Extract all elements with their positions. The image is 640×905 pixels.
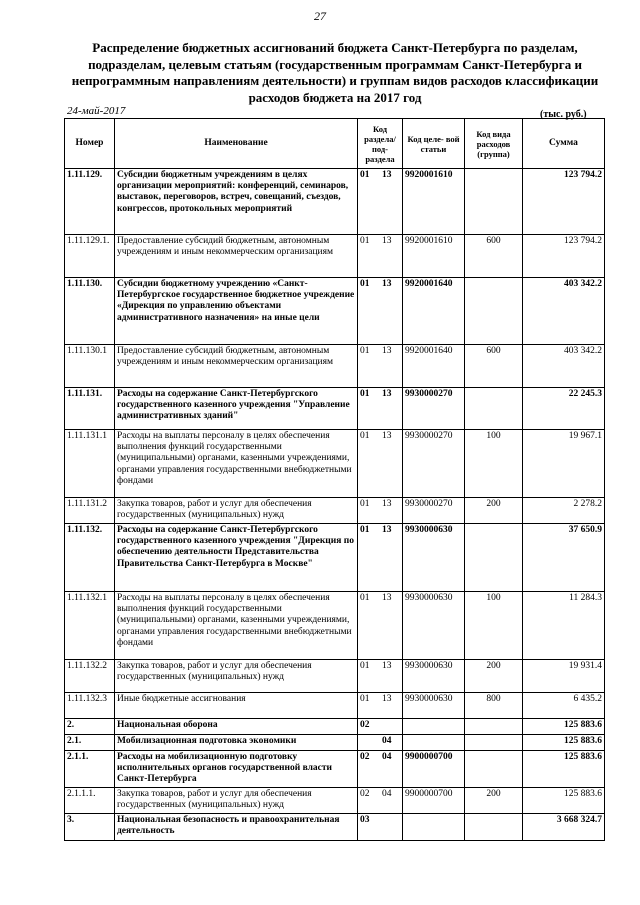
row-section-code [358,498,403,524]
row-number: 1.11.130.1 [65,345,115,388]
row-target-code: 9920001610 [403,235,465,278]
row-group-code [465,169,523,235]
row-section-code [358,788,403,814]
header-name: Наименование [115,119,358,169]
row-section-code [358,693,403,719]
row-group-code: 100 [465,430,523,498]
row-name: Закупка товаров, работ и услуг для обеспечения государственных (муниципальных) нужд [115,498,358,524]
row-sum: 22 245.3 [523,388,605,430]
row-group-code: 800 [465,693,523,719]
row-target-code [403,719,465,735]
row-name: Иные бюджетные ассигнования [115,693,358,719]
row-number: 1.11.129. [65,169,115,235]
table-row [65,278,605,345]
row-sum: 3 668 324.7 [523,814,605,841]
row-sum: 123 794.2 [523,235,605,278]
subsection-code: 13 [382,694,392,704]
row-group-code: 100 [465,592,523,660]
subsection-code: 13 [382,431,392,441]
row-target-code: 9930000270 [403,430,465,498]
table-row [65,660,605,693]
row-group-code [465,388,523,430]
subsection-code: 13 [382,170,392,180]
table-row [65,235,605,278]
row-group-code: 200 [465,660,523,693]
document-title [55,40,615,106]
row-group-code [465,814,523,841]
section-code: 01 [360,593,370,603]
row-section-code [358,660,403,693]
subsection-code: 13 [382,346,392,356]
header-number: Номер [65,119,115,169]
table-row [65,719,605,735]
row-number: 1.11.132. [65,524,115,592]
header-target: Код целе- вой статьи [403,119,465,169]
row-number: 1.11.131.2 [65,498,115,524]
row-target-code: 9930000630 [403,660,465,693]
page-number: 27 [314,9,326,23]
row-name: Национальная безопасность и правоохранительная деятельность [115,814,358,841]
table-row [65,693,605,719]
row-group-code [465,719,523,735]
row-sum: 125 883.6 [523,719,605,735]
row-sum: 123 794.2 [523,169,605,235]
row-number: 3. [65,814,115,841]
row-number: 2. [65,719,115,735]
row-target-code: 9930000630 [403,592,465,660]
table-row [65,788,605,814]
row-group-code: 200 [465,498,523,524]
row-target-code: 9930000630 [403,524,465,592]
section-code: 01 [360,279,370,289]
row-group-code [465,524,523,592]
section-code: 01 [360,499,370,509]
row-name: Предоставление субсидий бюджетным, автономным учреждениям и иным некоммерческим организациям [115,345,358,388]
document-date: 24-май-2017 [67,105,126,117]
row-name: Субсидии бюджетному учреждению «Санкт-Петербургское государственное бюджетное учреждение «Дирекция по управлению объектами административного назначения» на иные цели [115,278,358,345]
row-section-code [358,751,403,788]
section-code: 01 [360,346,370,356]
section-code: 02 [360,720,370,730]
subsection-code: 04 [382,789,392,799]
row-target-code: 9930000270 [403,498,465,524]
title-line: расходов бюджета на 2017 год [248,89,422,105]
row-number: 1.11.132.1 [65,592,115,660]
row-name: Национальная оборона [115,719,358,735]
table-row [65,814,605,841]
row-name: Мобилизационная подготовка экономики [115,735,358,751]
section-code: 01 [360,236,370,246]
row-name: Закупка товаров, работ и услуг для обеспечения государственных (муниципальных) нужд [115,788,358,814]
row-sum: 403 342.2 [523,345,605,388]
subsection-code: 13 [382,593,392,603]
table-row [65,388,605,430]
row-number: 1.11.131. [65,388,115,430]
header-sum: Сумма [523,119,605,169]
row-sum: 6 435.2 [523,693,605,719]
row-group-code: 200 [465,788,523,814]
title-line: Распределение бюджетных ассигнований бюджета Санкт-Петербурга по разделам, [92,40,578,55]
row-number: 1.11.130. [65,278,115,345]
section-code: 01 [360,661,370,671]
section-code: 02 [360,789,370,799]
row-number: 1.11.132.2 [65,660,115,693]
row-group-code [465,735,523,751]
row-name: Предоставление субсидий бюджетным, автономным учреждениям и иным некоммерческим организациям [115,235,358,278]
row-number: 2.1.1. [65,751,115,788]
subsection-code: 13 [382,389,392,399]
row-sum: 125 883.6 [523,751,605,788]
table-row [65,169,605,235]
row-sum: 19 931.4 [523,660,605,693]
row-name: Расходы на выплаты персоналу в целях обеспечения выполнения функций государственными (муниципальными) органами, казенными учреждениями, органами управления государственными внебюджетными фондами [115,592,358,660]
table-row [65,430,605,498]
row-target-code: 9900000700 [403,751,465,788]
row-sum: 403 342.2 [523,278,605,345]
subsection-code: 13 [382,279,392,289]
row-name: Субсидии бюджетным учреждениям в целях организации мероприятий: конференций, семинаров, выставок, переговоров, встреч, совещаний, съездов, конгрессов, протокольных мероприятий [115,169,358,235]
subsection-code: 13 [382,525,392,535]
row-target-code: 9900000700 [403,788,465,814]
row-group-code: 600 [465,235,523,278]
table-header-row [65,119,605,169]
budget-table [64,118,605,841]
section-code: 01 [360,389,370,399]
subsection-code: 13 [382,661,392,671]
section-code: 01 [360,525,370,535]
section-code: 02 [360,752,370,762]
row-section-code [358,345,403,388]
subsection-code: 13 [382,499,392,509]
row-target-code: 9920001610 [403,169,465,235]
table-row [65,498,605,524]
table-row [65,735,605,751]
row-number: 2.1. [65,735,115,751]
row-section-code [358,524,403,592]
row-group-code [465,278,523,345]
section-code: 03 [360,815,370,825]
row-sum: 125 883.6 [523,735,605,751]
row-number: 1.11.132.3 [65,693,115,719]
header-section: Код раздела/ под- раздела [358,119,403,169]
row-number: 1.11.129.1. [65,235,115,278]
row-name: Расходы на содержание Санкт-Петербургского государственного казенного учреждения "Дирекция по обеспечению деятельности Представительства Правительства Санкт-Петербурга в Москве" [115,524,358,592]
row-section-code [358,278,403,345]
header-group: Код вида расходов (группа) [465,119,523,169]
row-section-code [358,735,403,751]
table-row [65,345,605,388]
row-section-code [358,388,403,430]
row-target-code [403,735,465,751]
row-name: Расходы на мобилизационную подготовку исполнительных органов государственной власти Санкт-Петербурга [115,751,358,788]
row-section-code [358,235,403,278]
row-target-code: 9920001640 [403,345,465,388]
row-sum: 2 278.2 [523,498,605,524]
row-name: Расходы на содержание Санкт-Петербургского государственного казенного учреждения "Управление административных зданий" [115,388,358,430]
row-section-code [358,814,403,841]
row-number: 1.11.131.1 [65,430,115,498]
row-section-code [358,719,403,735]
row-name: Расходы на выплаты персоналу в целях обеспечения выполнения функций государственными (муниципальными) органами, казенными учреждениями, органами управления государственными внебюджетными фондами [115,430,358,498]
row-name: Закупка товаров, работ и услуг для обеспечения государственных (муниципальных) нужд [115,660,358,693]
subsection-code: 13 [382,236,392,246]
subsection-code: 04 [382,736,392,746]
row-target-code: 9920001640 [403,278,465,345]
table-row [65,751,605,788]
row-section-code [358,592,403,660]
row-sum: 125 883.6 [523,788,605,814]
row-target-code: 9930000630 [403,693,465,719]
row-section-code [358,430,403,498]
subsection-code: 04 [382,752,392,762]
section-code: 01 [360,694,370,704]
row-group-code [465,751,523,788]
row-sum: 11 284.3 [523,592,605,660]
title-line: подразделам, целевым статьям (государственным программам Санкт-Петербурга и [88,56,582,72]
section-code: 01 [360,431,370,441]
section-code: 01 [360,170,370,180]
row-number: 2.1.1.1. [65,788,115,814]
row-section-code [358,169,403,235]
units-label: (тыс. руб.) [540,109,587,120]
table-row [65,524,605,592]
row-sum: 37 650.9 [523,524,605,592]
row-sum: 19 967.1 [523,430,605,498]
table-row [65,592,605,660]
row-group-code: 600 [465,345,523,388]
row-target-code: 9930000270 [403,388,465,430]
title-line: непрограммным направлениям деятельности) и группам видов расходов классификации [71,73,599,88]
row-target-code [403,814,465,841]
